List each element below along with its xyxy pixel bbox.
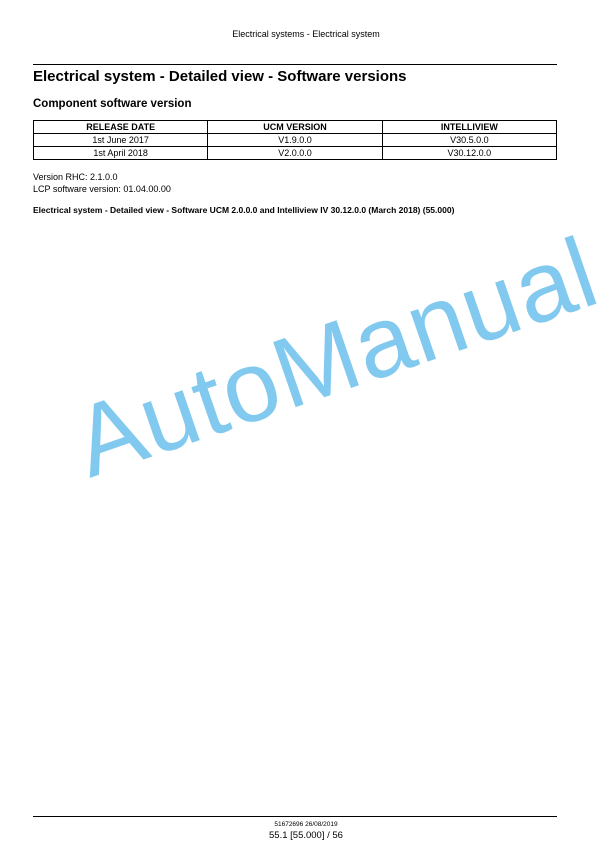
running-header: Electrical systems - Electrical system: [232, 29, 380, 39]
column-header-release-date: RELEASE DATE: [34, 121, 208, 134]
column-header-ucm-version: UCM VERSION: [208, 121, 382, 134]
page-title: Electrical system - Detailed view - Software versions: [33, 68, 407, 85]
rhc-version: Version RHC: 2.1.0.0: [33, 172, 118, 182]
cell-ucm-version: V1.9.0.0: [208, 134, 382, 147]
version-info: [33, 171, 171, 195]
column-header-intelliview: INTELLIVIEW: [382, 121, 556, 134]
cell-intelliview: V30.12.0.0: [382, 147, 556, 160]
cell-ucm-version: V2.0.0.0: [208, 147, 382, 160]
section-title: Component software version: [33, 98, 192, 110]
header-rule: [33, 64, 557, 65]
table-header-row: [34, 121, 557, 134]
table-row: [34, 134, 557, 147]
cell-intelliview: V30.5.0.0: [382, 134, 556, 147]
footer-rule: [33, 816, 557, 817]
watermark: AutoManual: [60, 215, 611, 499]
footer-doc-code: 51672696 26/08/2019: [274, 821, 338, 828]
table-row: [34, 147, 557, 160]
detail-caption: Electrical system - Detailed view - Software UCM 2.0.0.0 and Intelliview IV 30.12.0.0 (March 2018) (55.000): [33, 205, 455, 215]
software-version-table: [33, 120, 557, 160]
footer-page-ref: 55.1 [55.000] / 56: [269, 830, 343, 841]
cell-release-date: 1st April 2018: [34, 147, 208, 160]
cell-release-date: 1st June 2017: [34, 134, 208, 147]
lcp-version: LCP software version: 01.04.00.00: [33, 184, 171, 194]
